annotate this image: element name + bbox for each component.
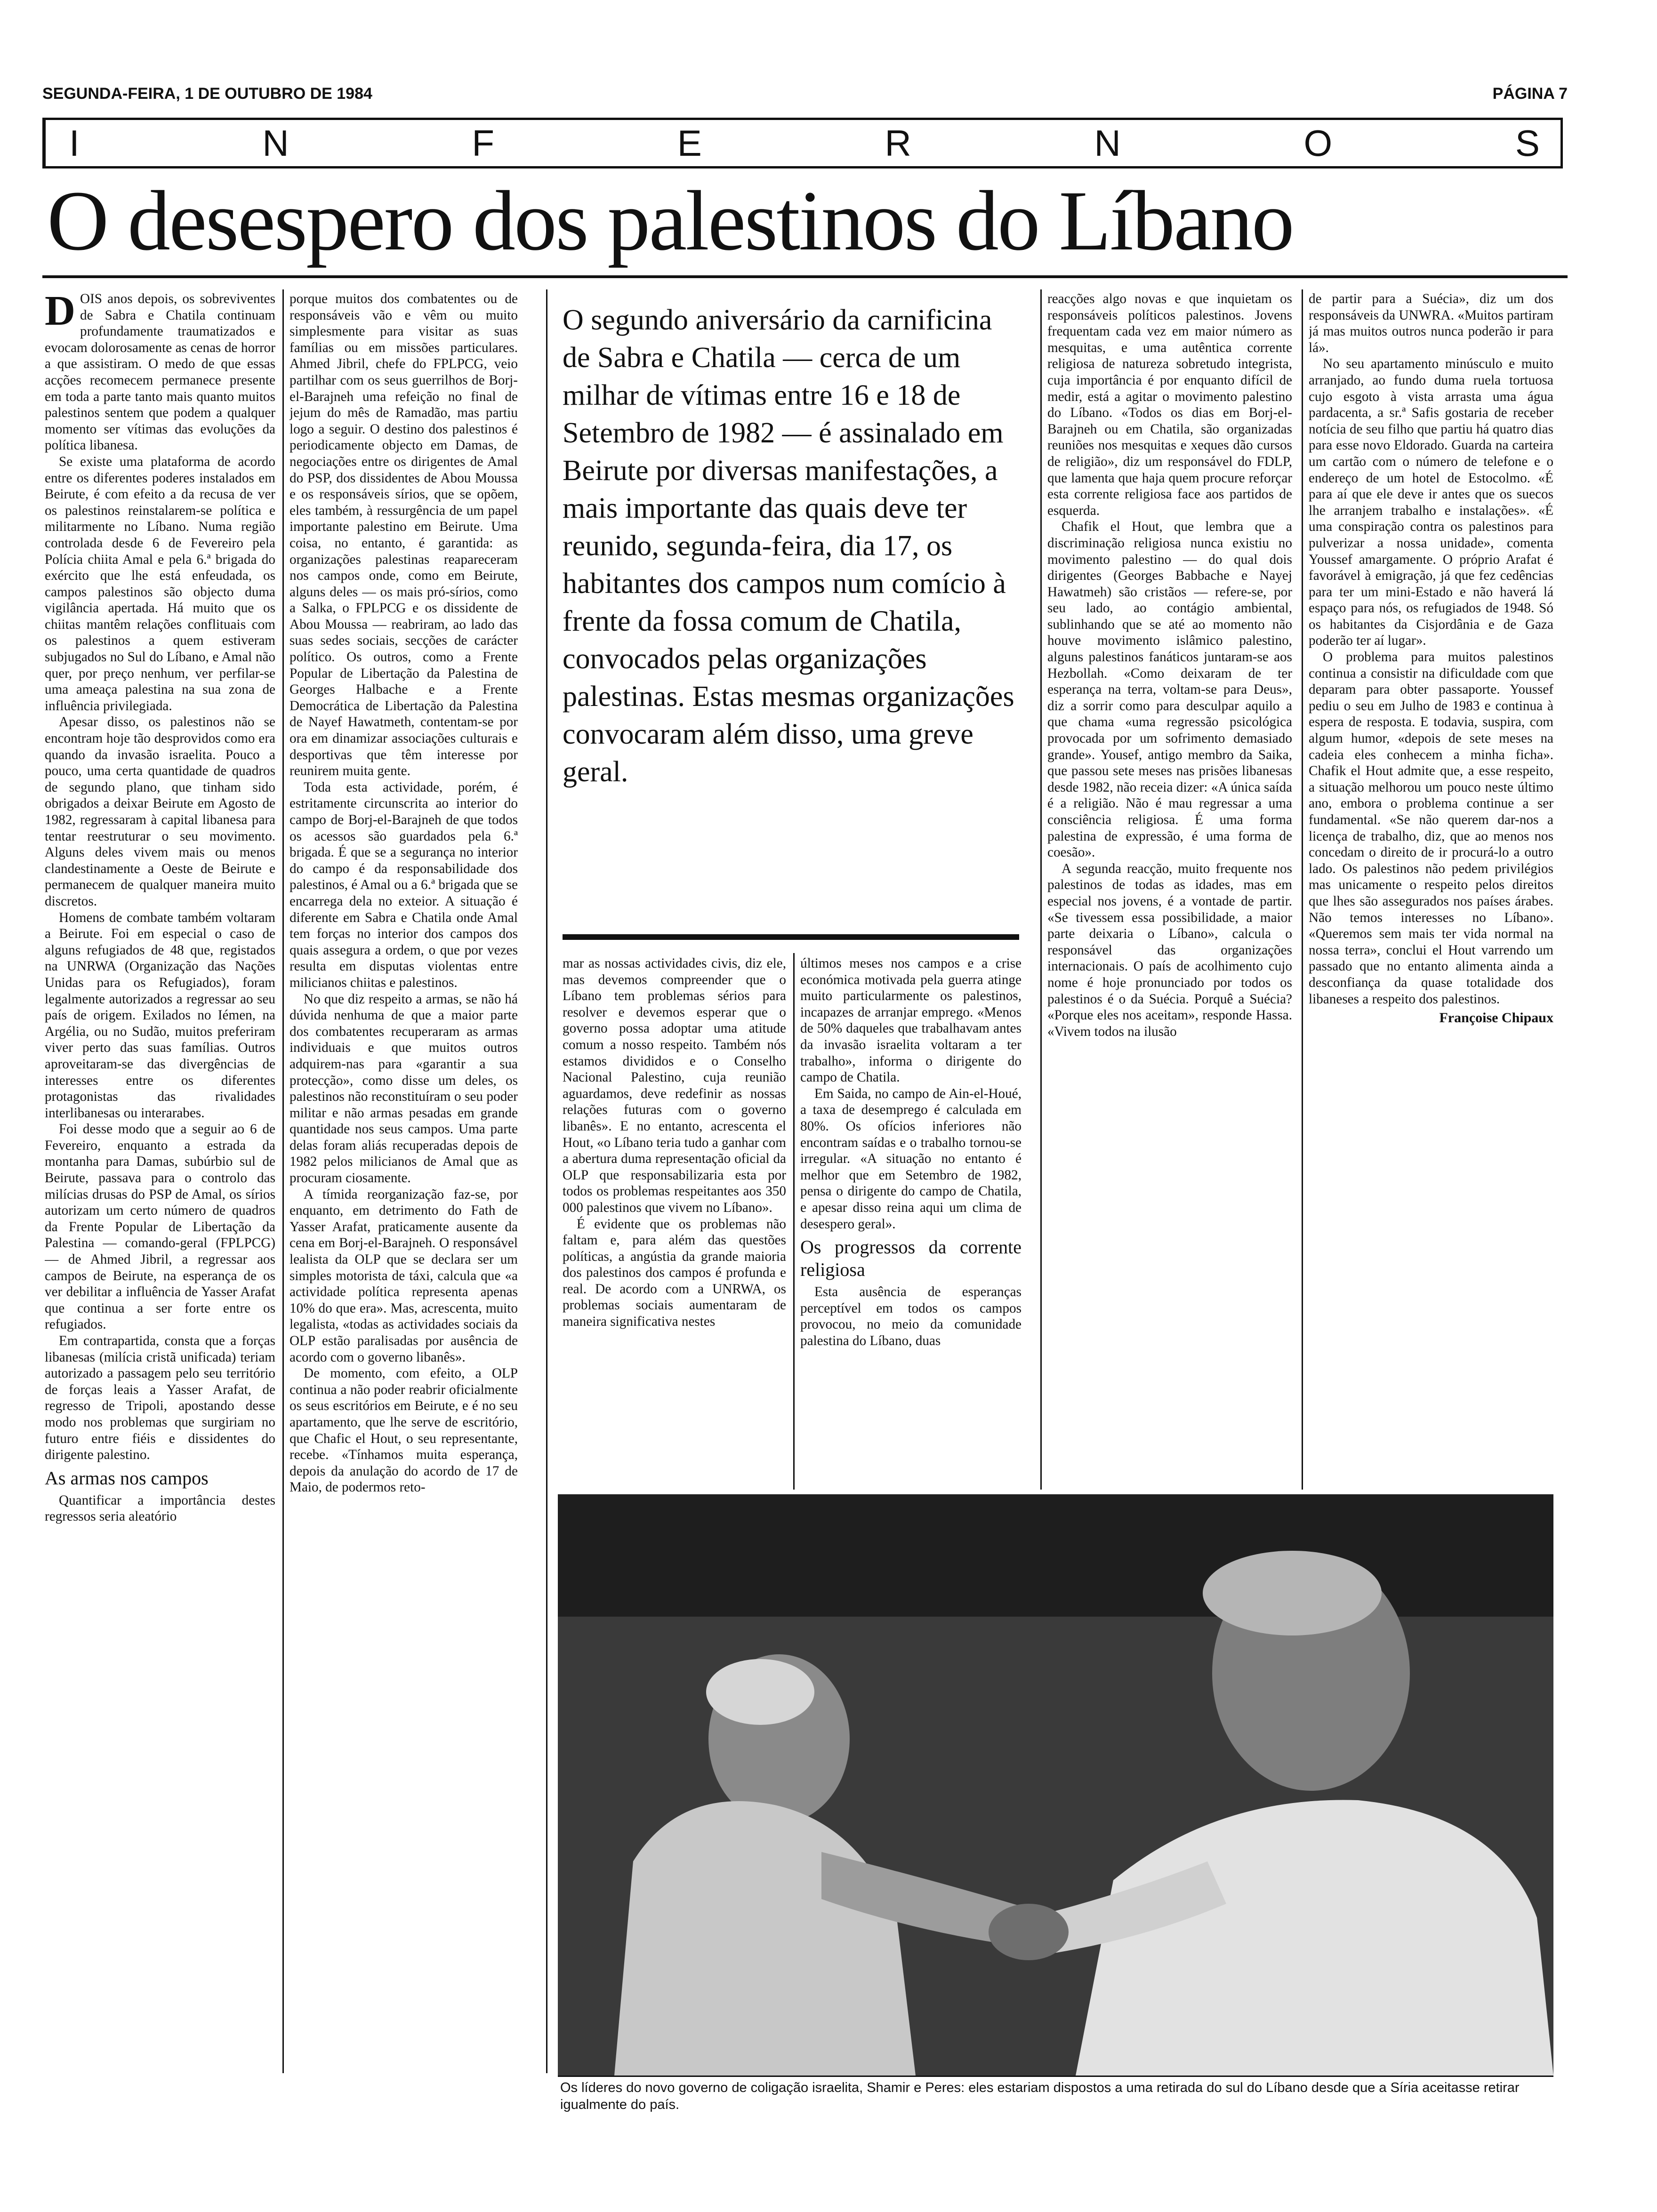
section-banner [42,118,1563,168]
paragraph: É evidente que os problemas não faltam e, para além das questões políticas, a angústia da grande maioria dos palestinos dos campos é profunda e real. De acordo com a UNRWA, os problemas sociais aumentaram de maneira significativa nestes [563,1216,786,1330]
caption-rule [558,2076,1553,2077]
headline-rule [42,275,1568,278]
paragraph: Em Saida, no campo de Ain-el-Houé, a taxa de desemprego é calculada em 80%. Os ofícios inferiores não encontram saídas e o trabalho tornou-se irregular. «A situação no entanto é melhor que em Setembro de 1982, pensa o dirigente do campo de Chatila, e apesar disso reina aqui um clima de desespero geral». [800,1086,1022,1232]
section-letter: S [1515,122,1542,164]
article-column-4 [800,955,1022,1487]
paragraph: No que diz respeito a armas, se não há dúvida nenhuma de que a maior parte dos combatentes recuperaram as armas individuais e que muitos outros adquirem-nas para «garantir a sua protecção», como disse um deles, os palestinos não reconstituíram o seu poder militar e não armas pesadas em grande quantidade nos seus campos. Uma parte delas foram aliás recuperadas depois de 1982 pelos milicianos de Amal que as procuram ciosamente. [290,991,518,1186]
article-column-1 [45,291,275,2060]
paragraph: porque muitos dos combatentes ou de responsáveis vão e vêm ou muito simplesmente para visitar as suas famílias ou em missões particulares. Ahmed Jibril, chefe do FPLPCG, veio partilhar com os seus guerrilhos de Borj-el-Barajneh uma refeição no final de jejum do mês de Ramadão, mas partiu logo a seguir. O destino dos palestinos é periodicamente objecto em Damas, de negociações entre os dirigentes de Amal do PSP, dos dissidentes de Abou Moussa e os responsáveis sírios, que se opõem, eles também, à ressurgência de um papel importante palestino em Beirute. Uma coisa, no entanto, é garantida: as organizações palestinas reapareceram nos campos onde, como em Beirute, alguns deles — os mais pró-sírios, como a Salka, o FPLPCG e os dissidente de Abou Moussa — reabriram, ao lado das suas sedes sociais, secções de carácter político. Os outros, como a Frente Popular de Libertação da Palestina de Georges Halbache e a Frente Democrática de Libertação da Palestina de Nayef Hawatmeth, contentam-se por ora em dinamizar associações culturais e desportivas que têm interesse por reunirem muita gente. [290,291,518,779]
paragraph: Toda esta actividade, porém, é estritamente circunscrita ao interior do campo de Borj-el-Barajneh de que todos os acessos são guardados pela 6.ª brigada. É que se a segurança no interior do campo é da responsabilidade dos palestinos, é Amal ou a 6.ª brigada que se encarrega dela no exteior. A situação é diferente em Sabra e Chatila onde Amal tem forças no interior dos campos dos quais assegura a ordem, o que por vezes resulta em disputas violentas entre milicianos chiitas e palestinos. [290,779,518,990]
section-letter: E [677,122,704,164]
paragraph: De momento, com efeito, a OLP continua a não poder reabrir oficialmente os seus escritórios em Beirute, e é no seu apartamento, que lhe serve de escritório, que Chafic el Hout, o seu representante, recebe. «Tínhamos muita esperança, depois da anulação do acordo de 17 de Maio, de podermos reto- [290,1366,518,1495]
page-number: PÁGINA 7 [1492,85,1568,103]
paragraph: de partir para a Suécia», diz um dos responsáveis da UNWRA. «Muitos partiram já mas muitos outros nunca poderão ir para lá». [1309,291,1553,355]
column-divider [1302,289,1303,1490]
paragraph: Se existe uma plataforma de acordo entre os diferentes poderes instalados em Beirute, é com efeito a da recusa de ver os palestinos reinstalarem-se política e militarmente no Líbano. Numa região controlada desde 6 de Fevereiro pela Polícia chiita Amal e pela 6.ª brigada do exército que lhe está enfeudada, os campos palestinos são objecto duma vigilância apertada. Há muito que os chiitas mantêm relações conflituais com os palestinos a quem estiveram subjugados no Sul do Líbano, e Amal não quer, por preço nenhum, ver perfilar-se uma ameaça palestina na sua zona de influência privilegiada. [45,454,275,713]
section-letter: R [885,122,913,164]
photo-caption: Os líderes do novo governo de coligação israelita, Shamir e Peres: eles estariam dispostos a uma retirada do sul do Líbano desde que a Síria aceitasse retirar igualmente do país. [560,2080,1520,2112]
paragraph: A segunda reacção, muito frequente nos palestinos de todas as idades, mas em especial nos jovens, é a vontade de partir. «Se tivessem essa possibilidade, a maior parte deixaria o Líbano», calcula o responsável das organizações internacionais. O país de acolhimento cujo nome é hoje pronunciado por todos os palestinos é o da Suécia. Porquê a Suécia? «Porque eles nos aceitam», responde Hassa. «Vivem todos na ilusão [1047,861,1292,1039]
paragraph: DOIS anos depois, os sobreviventes de Sabra e Chatila continuam profundamente traumatizados e evocam dolorosamente as cenas de horror a que assistiram. O medo de que essas acções recomecem permanece presente em toda a parte tanto mais quanto muitos palestinos sentem que podem a qualquer momento ser vítimas das evoluções da política libanesa. [45,291,275,453]
article-column-3 [563,955,786,1487]
section-letter: O [1303,122,1335,164]
photo-image [558,1494,1553,2076]
paragraph: mar as nossas actividades civis, diz ele, mas devemos compreender que o Líbano tem problemas sérios para resolver e devemos esperar que o governo possa adoptar uma atitude comum a nosso respeito. Também nós estamos divididos e o Conselho Nacional Palestino, cuja reunião aguardamos, deve redefinir as nossas relações futuras com o governo libanês». E no entanto, acrescenta el Hout, «o Líbano teria tudo a ganhar com a abertura duma representação oficial da OLP que responsabilizaria esta por todos os problemas respeitantes aos 350 000 palestinos que vivem no Líbano». [563,956,786,1215]
paragraph: Apesar disso, os palestinos não se encontram hoje tão desprovidos como era quando da invasão israelita. Pouco a pouco, uma certa quantidade de quadros de segundo plano, que tinham sido obrigados a deixar Beirute em Agosto de 1982, regressaram à capital libanesa para tentar reestruturar o seu movimento. Alguns deles vivem mais ou menos clandestinamente a Oeste de Beirute e permanecem de qualquer maneira muito discretos. [45,714,275,909]
column-divider [793,953,795,1490]
headline: O desespero dos palestinos do Líbano [47,174,1293,268]
article-column-5 [1047,291,1292,1489]
section-letter: N [1094,122,1123,164]
column-divider [282,289,284,2073]
news-photo [558,1494,1553,2076]
section-letter: I [69,122,81,164]
standfirst: O segundo aniversário da carnificina de Sabra e Chatila — cerca de um milhar de vítimas entre 16 e 18 de Setembro de 1982 — é assinalado em Beirute por diversas manifestações, a mais importante das quais deve ter reunido, segunda-feira, dia 17, os habitantes dos campos num comício à frente da fossa comum de Chatila, convocados pelas organizações palestinas. Estas mesmas organizações convocaram além disso, uma greve geral. [563,304,1014,788]
byline: Françoise Chipaux [1439,1010,1553,1026]
paragraph: A tímida reorganização faz-se, por enquanto, em detrimento do Fath de Yasser Arafat, praticamente ausente da cena em Borj-el-Barajneh. O responsável lealista da OLP que se declara ser um simples motorista de táxi, calcula que «a actividade política representa apenas 10% do que era». Mas, acrescenta, muito legalista, «todas as actividades sociais da OLP estão paralisadas por ausência de acordo com o governo libanês». [290,1186,518,1365]
paragraph: Esta ausência de esperanças perceptível em todos os campos provocou, no meio da comunidade palestina do Líbano, duas [800,1284,1022,1348]
article-column-2 [290,291,518,2075]
section-letter: N [262,122,291,164]
paragraph: reacções algo novas e que inquietam os responsáveis políticos palestinos. Jovens frequentam cada vez em maior número as mesquitas, e uma autêntica corrente religiosa de natureza sobretudo integrista, cuja importância é por enquanto difícil de medir, está a agitar o movimento palestino do Líbano. «Todos os dias em Borj-el-Barajneh ou em Chatila, são organizadas reuniões nos mesquitas e xeques dão cursos de religião», diz um responsável do FDLP, que lamenta que haja quem procure reforçar esta corrente religiosa face aos partidos de esquerda. [1047,291,1292,518]
drop-cap: D [45,291,75,334]
paragraph: O problema para muitos palestinos continua a consistir na dificuldade com que deparam para obter passaporte. Youssef pediu o seu em Julho de 1983 e continua à espera de resposta. E todavia, suspira, com algum humor, «depois de sete meses na cadeia eles conhecem a minha ficha». Chafik el Hout admite que, a esse respeito, a situação melhorou um pouco neste último ano, embora o problema continue a ser fundamental. «Se não querem dar-nos a licença de trabalho, diz, que ao menos nos concedam o direito de ir procurá-lo a outro lado. Os palestinos não pedem privilégios mas unicamente o respeito pelos direitos que lhes são assegurados nos países árabes. Não temos interesses no Líbano». «Queremos sem mais ter vida normal na nossa terra», conclui el Hout varrendo um passado que no entanto alimenta ainda a desconfiança da quase totalidade dos libaneses a respeito dos palestinos. [1309,649,1553,1007]
paragraph: Quantificar a importância destes regressos seria aleatório [45,1492,275,1524]
paragraph: Foi desse modo que a seguir ao 6 de Fevereiro, enquanto a estrada da montanha para Damas, subúrbio sul de Beirute, passava para o controlo das milícias drusas do PSP de Amal, os sírios autorizam um certo número de quadros da Frente Popular de Libertação da Palestina — comando-geral (FPLPCG) — de Ahmed Jibril, a regressar aos campos de Beirute, na esperança de os ver debilitar a influência de Yasser Arafat que continua a ser forte entre os refugiados. [45,1122,275,1332]
paragraph: últimos meses nos campos e a crise económica motivada pela guerra atinge muito particularmente os palestinos, incapazes de arranjar emprego. «Menos de 50% daqueles que trabalhavam antes da invasão israelita voltaram a ter trabalho», informa o dirigente do campo de Chatila. [800,956,1022,1085]
issue-date: SEGUNDA-FEIRA, 1 DE OUTUBRO DE 1984 [42,85,372,103]
paragraph: Homens de combate também voltaram a Beirute. Foi em especial o caso de alguns refugiados de 48 que, registados na UNRWA (Organização das Nações Unidas para os Refugiados), foram legalmente autorizados a regressar ao seu país de origem. Exilados no Iémen, na Argélia, ou no Sudão, muitos preferiram viver perto das suas famílias. Outros aproveitaram-se das divergências de interesses entre os diferentes protagonistas das rivalidades interlibanesas ou interarabes. [45,910,275,1121]
running-head [42,85,1568,104]
paragraph: Chafik el Hout, que lembra que a discriminação religiosa nunca existiu no movimento palestino — do qual dois dirigentes (Georges Babbache e Nayej Hawatmeh) são cristãos — refere-se, por seu lado, ao contágio ambiental, sublinhando que se até ao momento não houve movimento islâmico palestino, alguns palestinos fanáticos juntaram-se aos Hezbollah. «Como deixaram de ter esperança na terra, voltam-se para Deus», diz a sorrir como para desculpar aquilo a que chama «uma regressão psicológica provocada por um sofrimento demasiado grande». Yousef, antigo membro da Saika, que passou sete meses nas prisões libanesas desde 1982, não receia dizer: «A única saída é a religião. Não é mau regressar a uma consciência religiosa. É uma forma palestina de expressão, é uma forma de coesão». [1047,519,1292,860]
paragraph: Em contrapartida, consta que a forças libanesas (milícia cristã unificada) teriam autorizado a passagem pelo seu território de forças leais a Yasser Arafat, de regresso de Tripoli, apostando desse modo nos problemas que surgiriam no futuro entre fiéis e dissidentes do dirigente palestino. [45,1333,275,1463]
standfirst-rule [563,934,1019,940]
subheading: Os progressos da corrente religiosa [800,1236,1022,1281]
article-column-6 [1309,291,1553,1489]
column-divider [1040,289,1042,1490]
section-letter: F [472,122,497,164]
paragraph: No seu apartamento minúsculo e muito arranjado, ao fundo duma ruela tortuosa cujo esgoto à vista arrasta uma água pardacenta, a sr.ª Safis gostaria de receber notícia de seu filho que partiu há quatro dias para esse novo Eldorado. Guarda na carteira um cartão com o número de telefone e o endereço de um hotel de Estocolmo. «É para aí que ele deve ir antes que os suecos lhe arranjem trabalho e instalações». «É uma conspiração contra os palestinos para pulverizar a nossa unidade», comenta Youssef amargamente. O próprio Arafat é favorável à emigração, já que fez cedências para ter um mini-Estado e não haverá lá espaço para nós, os refugiados de 1948. Só os habitantes da Cisjordânia e de Gaza poderão ter aí lugar». [1309,356,1553,649]
subheading: As armas nos campos [45,1467,209,1489]
column-divider [546,289,547,2073]
